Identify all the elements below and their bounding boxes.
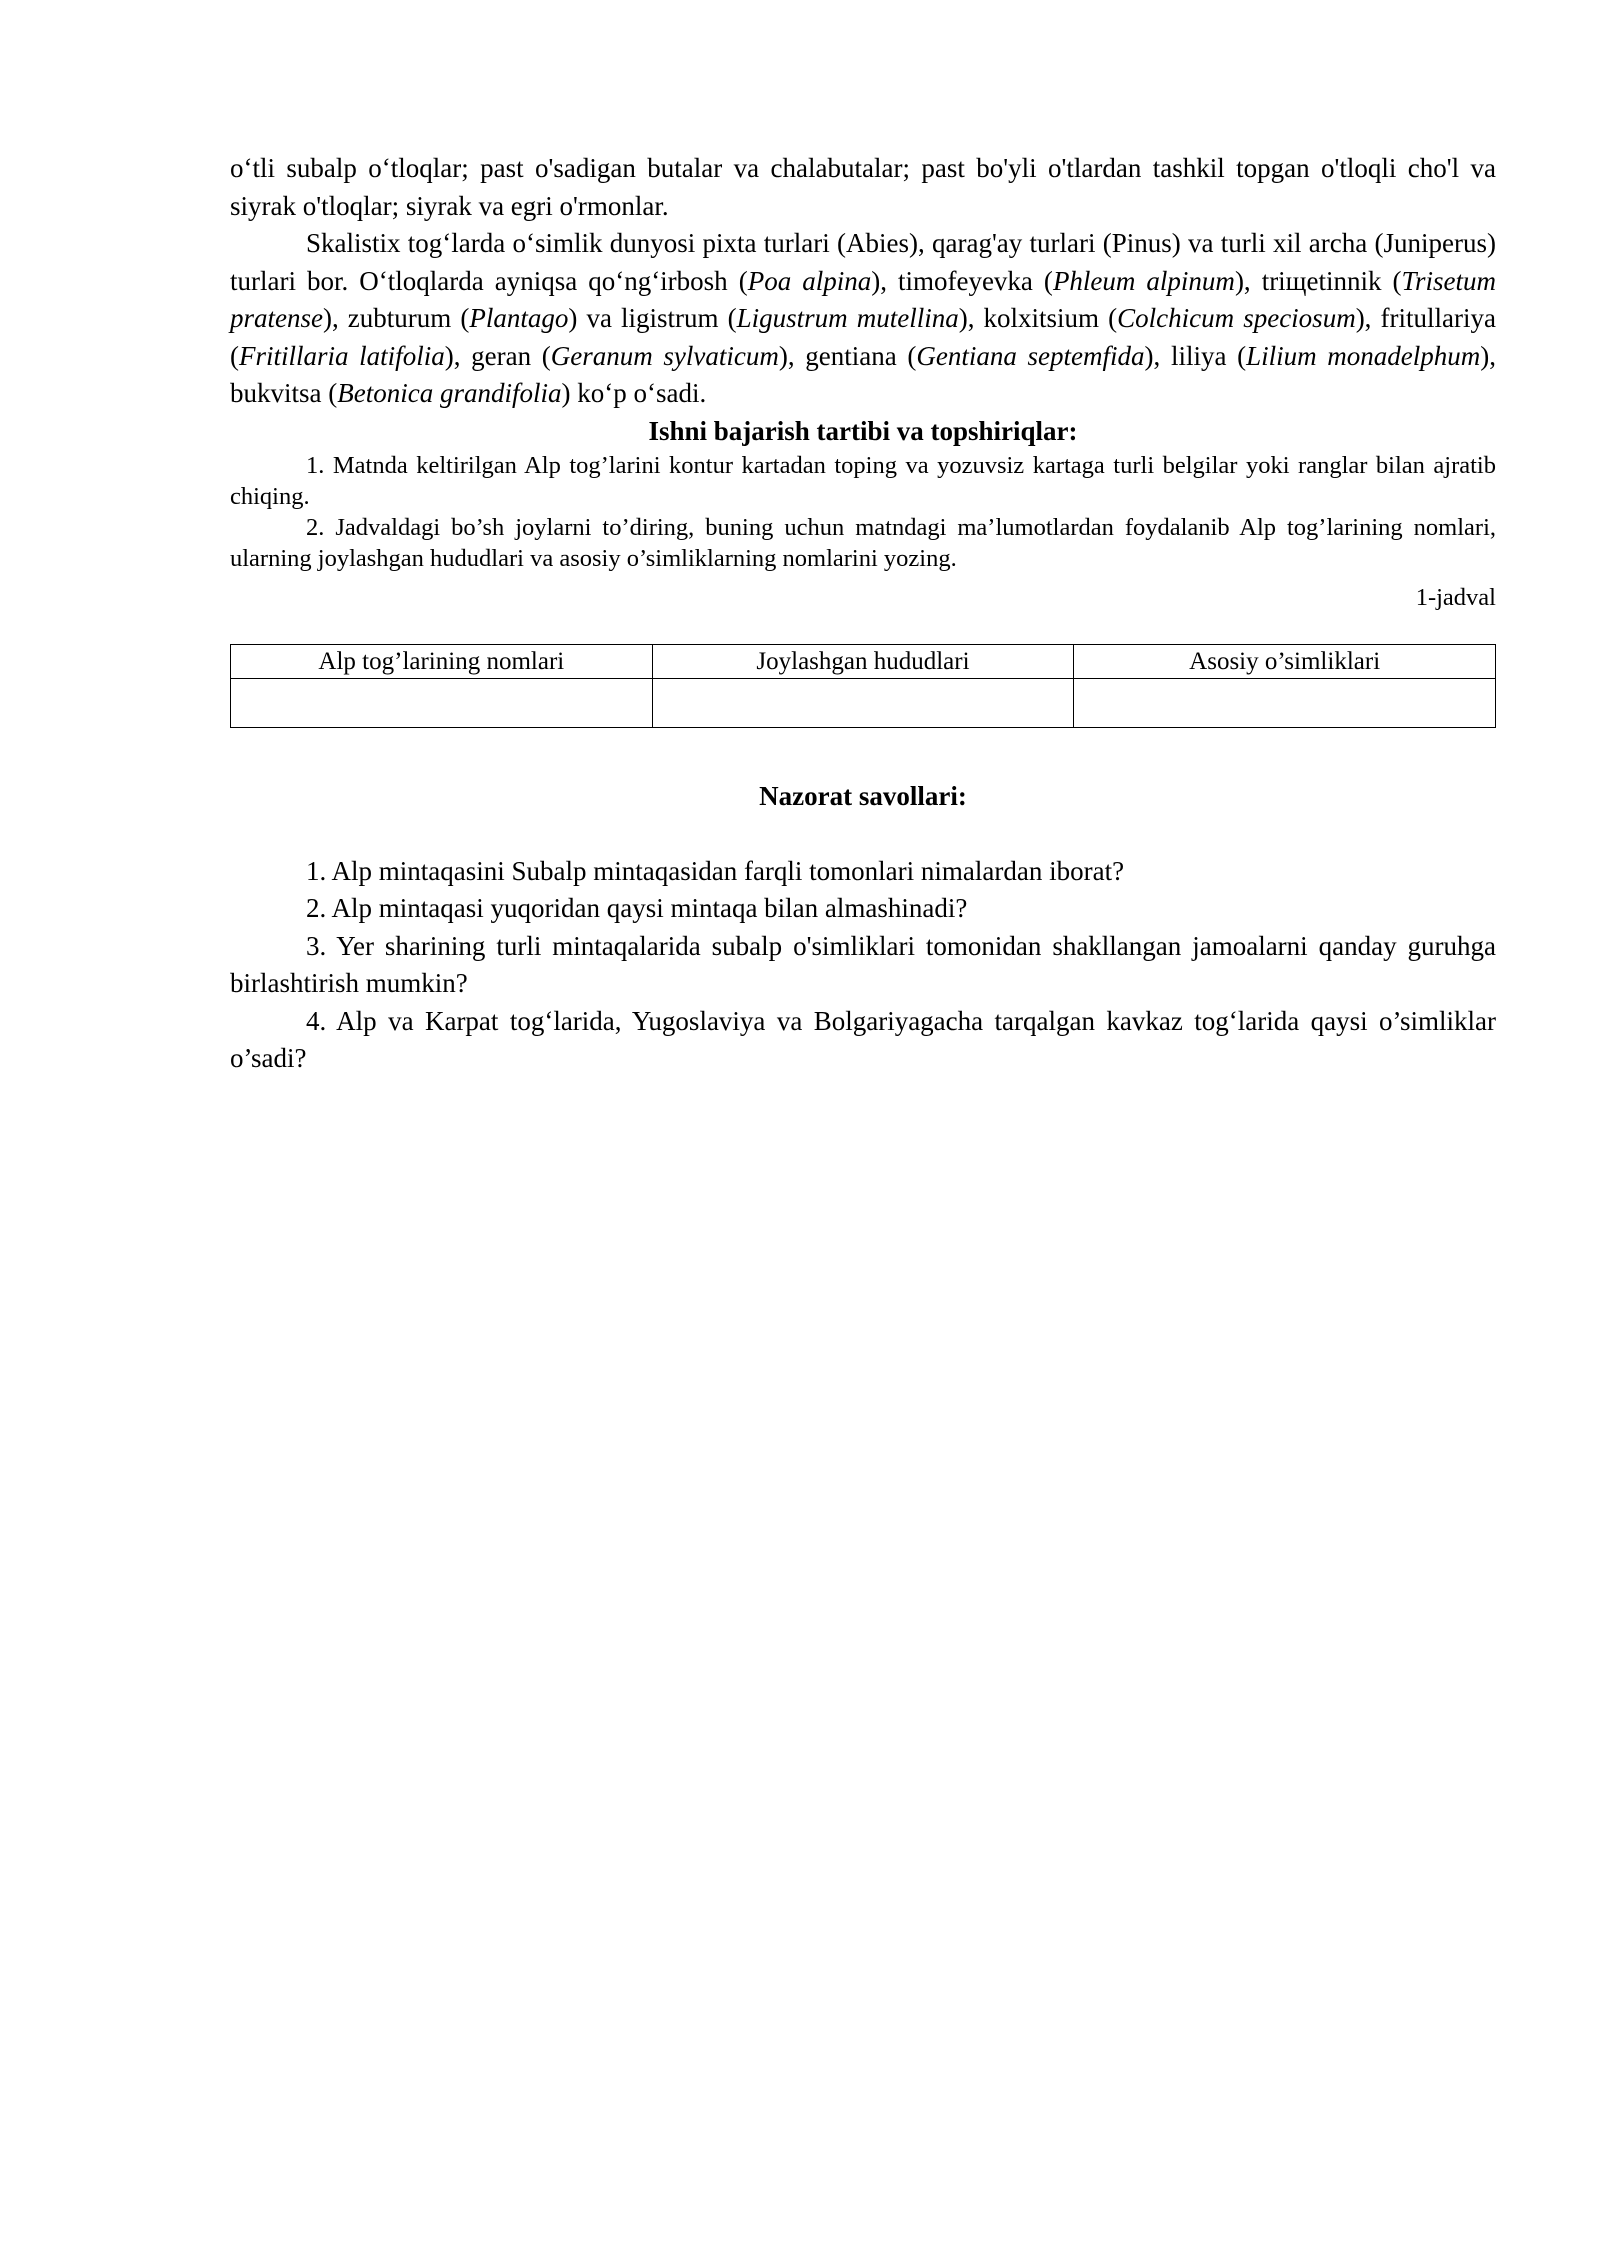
table-header-cell: Alp tog’larining nomlari — [231, 645, 653, 679]
table-header-row — [231, 645, 1496, 679]
table-label: 1-jadval — [1415, 584, 1496, 611]
control-question: 4. Alp va Karpat tog‘larida, Yugoslaviya va Bolgariyagacha tarqalgan kavkaz tog‘larida qaysi o’simliklar o’sadi? — [230, 1005, 1496, 1073]
alps-table — [230, 644, 1496, 728]
task-item-1: 1. Matnda keltirilgan Alp tog’larini kontur kartadan toping va yozuvsiz kartaga turli belgilar yoki ranglar bilan ajratib chiqing. — [230, 452, 1496, 510]
species-name: Ligustrum mutellina — [736, 303, 959, 333]
control-question: 2. Alp mintaqasi yuqoridan qaysi mintaqa bilan almashinadi? — [306, 893, 968, 923]
species-name: Plantago — [469, 303, 569, 333]
intro-paragraph-2 — [230, 225, 1496, 413]
species-name: Fritillaria latifolia — [239, 340, 445, 371]
text-run: ) va ligistrum ( — [568, 303, 737, 333]
species-name: Geranum sylvaticum — [550, 340, 779, 371]
table-cell — [1074, 679, 1496, 728]
species-name: Lilium monadelphum — [1246, 340, 1481, 371]
text-run: ), liliya ( — [1144, 340, 1247, 371]
text-run: ), fritullariya ( — [230, 303, 1496, 371]
text-run: ), kolxitsium ( — [958, 303, 1118, 333]
control-question: 1. Alp mintaqasini Subalp mintaqasidan farqli tomonlari nimalardan iborat? — [306, 855, 1125, 886]
text-run: ), zubturum ( — [322, 303, 470, 333]
document-page — [230, 150, 1496, 1078]
species-name: Poa alpina — [747, 265, 872, 296]
species-name: Gentiana septemfida — [916, 340, 1145, 371]
intro-paragraph-1 — [230, 150, 1496, 225]
control-question: 3. Yer sharining turli mintaqalarida subalp o'simliklari tomonidan shakllangan jamoalarni qanday guruhga birlashtirish mumkin? — [230, 930, 1496, 998]
text-run: ), bukvitsa ( — [230, 340, 1497, 408]
text-run: o‘tli subalp o‘tloqlar; past o'sadigan butalar va chalabutalar; past bo'yli o'tlardan tashkil topgan o'tloqli cho'l va siyrak o'tloqlar; siyrak va egri o'rmonlar. — [230, 153, 1496, 221]
text-run: ), gentiana ( — [778, 340, 917, 371]
control-questions-heading: Nazorat savollari: — [759, 781, 967, 811]
species-name: Betonica grandifolia — [337, 378, 562, 408]
species-name: Phleum alpinum — [1052, 265, 1235, 296]
table-row — [231, 679, 1496, 728]
table-header-cell: Asosiy o’simliklari — [1074, 645, 1496, 679]
table-header-cell: Joylashgan hududlari — [652, 645, 1074, 679]
species-name: Trisetum pratense — [230, 265, 1496, 333]
text-run: ) ko‘p o‘sadi. — [561, 378, 707, 408]
species-name: Colchicum speciosum — [1117, 303, 1356, 333]
table-cell — [231, 679, 653, 728]
text-run: ), triщetinnik ( — [1234, 265, 1402, 296]
control-questions-list — [230, 853, 1496, 1078]
task-item-2: 2. Jadvaldagi bo’sh joylarni to’diring, buning uchun matndagi ma’lumotlardan foydalanib Alp tog’larining nomlari, ularning joylashgan hududlari va asosiy o’simliklarning nomlarini yozing. — [230, 514, 1496, 572]
text-run: ), timofeyevka ( — [871, 265, 1053, 296]
text-run: ), geran ( — [444, 340, 551, 371]
tasks-heading: Ishni bajarish tartibi va topshiriqlar: — [648, 415, 1078, 446]
text-run: Skalistix tog‘larda o‘simlik dunyosi pixta turlari (Abies), qarag'ay turlari (Pinus) va turli xil archa (Juniperus) turlari bor. O‘tloqlarda ayniqsa qo‘ng‘irbosh ( — [230, 228, 1496, 296]
table-cell — [652, 679, 1074, 728]
